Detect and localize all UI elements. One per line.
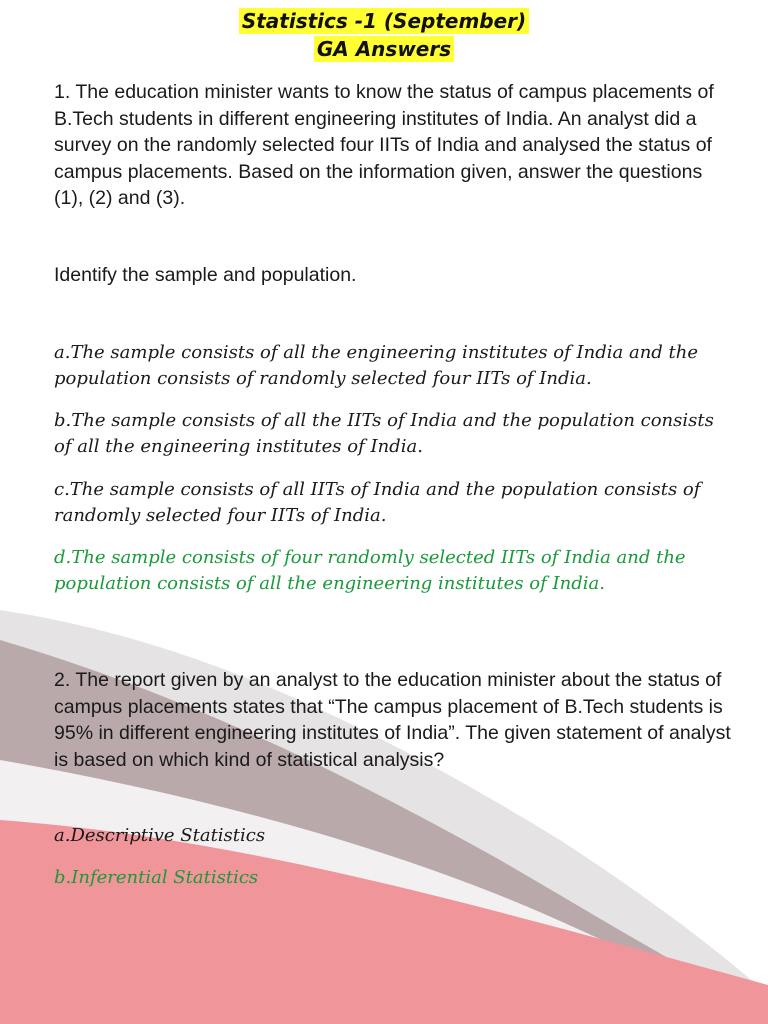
document-title: Statistics -1 (September) [239,8,529,34]
question-1-option-a: a.The sample consists of all the engineering institutes of India and the population consists of randomly selected four IITs of India. [54,342,699,389]
question-1-text: 1. The education minister wants to know the status of campus placements of B.Tech students in different engineering institutes of India. An analyst did a survey on the randomly selected four IITs of India and analysed the status of campus placements. Based on the information given, answer the questions (1), (2) and (3). [54,81,714,209]
question-2-option-b-correct: b.Inferential Statistics [54,867,259,888]
question-1-option-d-correct: d.The sample consists of four randomly selected IITs of India and the population consists of all the engineering institutes of India. [54,547,686,594]
title-block [0,8,768,62]
document-subtitle: GA Answers [314,36,454,62]
question-1-option-b: b.The sample consists of all the IITs of India and the population consists of all the engineering institutes of India. [54,410,714,457]
question-1-option-c: c.The sample consists of all IITs of India and the population consists of randomly selected four IITs of India. [54,479,701,526]
question-2-option-a: a.Descriptive Statistics [54,825,266,846]
question-2-text: 2. The report given by an analyst to the education minister about the status of campus placements states that “The campus placement of B.Tech students is 95% in different engineering institutes of India”. The given statement of analyst is based on which kind of statistical analysis? [54,669,731,771]
question-1-prompt: Identify the sample and population. [54,264,357,286]
